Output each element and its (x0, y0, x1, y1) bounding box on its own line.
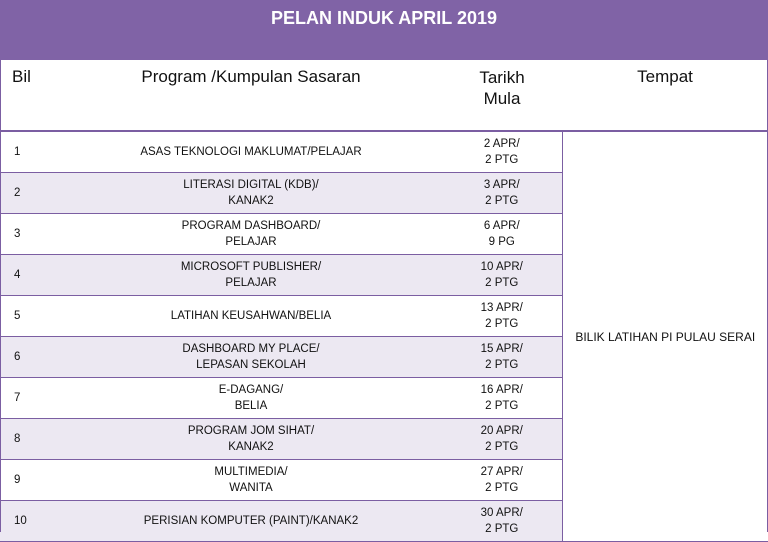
cell-tarikh (442, 501, 562, 542)
program-line2: LEPASAN SEKOLAH (196, 359, 306, 371)
program-line2: WANITA (229, 482, 273, 494)
cell-program (60, 173, 442, 214)
cell-tarikh (442, 173, 562, 214)
cell-bil: 7 (0, 378, 60, 419)
tarikh-line2: 2 PTG (485, 195, 519, 207)
tarikh-line2: 2 PTG (485, 441, 519, 453)
program-line2: KANAK2 (228, 195, 274, 207)
header-tempat: Tempat (562, 60, 768, 131)
cell-tarikh (442, 460, 562, 501)
page-title: PELAN INDUK APRIL 2019 (0, 0, 768, 60)
header-tarikh (442, 60, 562, 131)
tarikh-line1: 6 APR/ (483, 220, 520, 232)
cell-program (60, 378, 442, 419)
cell-program (60, 419, 442, 460)
header-bil: Bil (0, 60, 60, 131)
tarikh-line2: 2 PTG (485, 400, 519, 412)
program-line2: KANAK2 (228, 441, 274, 453)
cell-bil: 4 (0, 255, 60, 296)
program-line1: MULTIMEDIA/ (214, 466, 288, 478)
cell-program (60, 131, 442, 173)
header-tarikh-line1: Tarikh (479, 68, 525, 87)
cell-program (60, 214, 442, 255)
cell-bil: 8 (0, 419, 60, 460)
tarikh-line1: 27 APR/ (480, 466, 523, 478)
tarikh-line1: 20 APR/ (480, 425, 523, 437)
cell-program (60, 337, 442, 378)
cell-tempat: BILIK LATIHAN PI PULAU SERAI (562, 131, 768, 542)
tarikh-line1: 3 APR/ (483, 179, 520, 191)
cell-bil: 6 (0, 337, 60, 378)
program-line1: E-DAGANG/ (218, 384, 284, 396)
program-line1: MICROSOFT PUBLISHER/ (180, 261, 322, 273)
tarikh-line2: 9 PG (488, 236, 515, 248)
tarikh-line1: 2 APR/ (483, 138, 520, 150)
cell-program (60, 501, 442, 542)
tarikh-line1: 15 APR/ (480, 343, 523, 355)
tarikh-line2: 2 PTG (485, 318, 519, 330)
tarikh-line1: 30 APR/ (480, 507, 523, 519)
tarikh-line2: 2 PTG (485, 482, 519, 494)
tarikh-line1: 10 APR/ (480, 261, 523, 273)
cell-bil: 10 (0, 501, 60, 542)
tarikh-line1: 13 APR/ (480, 302, 523, 314)
program-line1: PROGRAM JOM SIHAT/ (187, 425, 315, 437)
cell-program (60, 296, 442, 337)
tarikh-line1: 16 APR/ (480, 384, 523, 396)
tarikh-line2: 2 PTG (485, 359, 519, 371)
program-line2: BELIA (234, 400, 268, 412)
program-line2: PELAJAR (225, 277, 277, 289)
cell-bil: 3 (0, 214, 60, 255)
header-tarikh-line2: Mula (483, 89, 521, 108)
cell-tarikh (442, 255, 562, 296)
table-body (0, 131, 768, 542)
cell-bil: 2 (0, 173, 60, 214)
cell-tarikh (442, 214, 562, 255)
cell-program (60, 460, 442, 501)
cell-bil: 1 (0, 131, 60, 173)
tarikh-line2: 2 PTG (485, 523, 519, 535)
cell-tarikh (442, 296, 562, 337)
table-header (0, 60, 768, 131)
tarikh-line2: 2 PTG (485, 154, 519, 166)
cell-program (60, 255, 442, 296)
program-line1: LATIHAN KEUSAHWAN/BELIA (170, 310, 332, 322)
cell-bil: 9 (0, 460, 60, 501)
header-program: Program /Kumpulan Sasaran (60, 60, 442, 131)
schedule-table (0, 60, 768, 542)
cell-tarikh (442, 337, 562, 378)
program-line1: DASHBOARD MY PLACE/ (182, 343, 320, 355)
program-line1: LITERASI DIGITAL (KDB)/ (183, 179, 319, 191)
tarikh-line2: 2 PTG (485, 277, 519, 289)
program-line1: PROGRAM DASHBOARD/ (181, 220, 321, 232)
cell-bil: 5 (0, 296, 60, 337)
program-line1: PERISIAN KOMPUTER (PAINT)/KANAK2 (143, 515, 359, 527)
program-line1: ASAS TEKNOLOGI MAKLUMAT/PELAJAR (140, 146, 362, 158)
program-line2: PELAJAR (225, 236, 277, 248)
table-left-border (0, 60, 1, 532)
cell-tarikh (442, 378, 562, 419)
table-row (0, 131, 768, 173)
cell-tarikh (442, 131, 562, 173)
cell-tarikh (442, 419, 562, 460)
